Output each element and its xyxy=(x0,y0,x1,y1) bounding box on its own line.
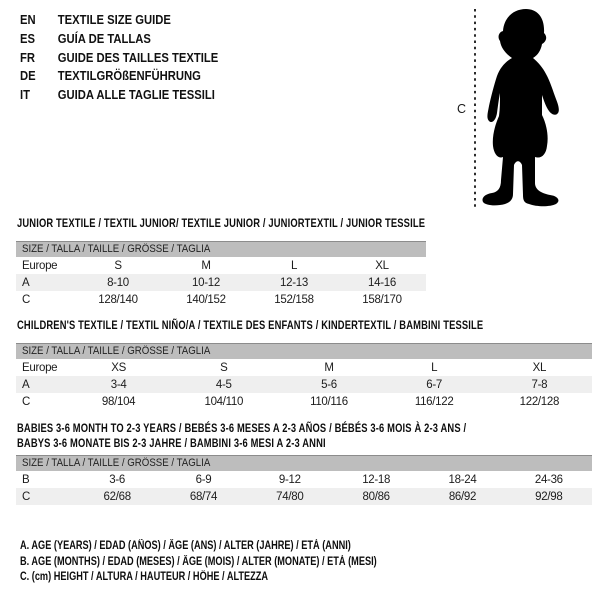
language-code-label: IT xyxy=(20,88,30,103)
row-label-cell: A xyxy=(22,378,30,391)
language-row xyxy=(20,11,218,30)
size-header-label: SIZE / TALLA / TAILLE / GRÖSSE / TAGLIA xyxy=(22,345,211,357)
babies-table-title-line1: BABIES 3-6 MONTH TO 2-3 YEARS / BEBÉS 3-6 MESES A 2-3 AÑOS / BÉBÉS 3-6 MOIS À 2-3 ANS / xyxy=(17,421,467,435)
size-value-cell: 6-9 xyxy=(195,473,212,486)
language-code-label: DE xyxy=(20,69,36,84)
size-value-cell: 116/122 xyxy=(414,395,454,408)
legend-item-a: A. AGE (YEARS) / EDAD (AÑOS) / ÂGE (ANS) / ALTER (JAHRE) / ETÀ (ANNI) xyxy=(20,540,351,552)
size-value-cell: 10-12 xyxy=(192,276,220,289)
size-value-cell: XL xyxy=(532,361,547,374)
size-value-cell: 98/104 xyxy=(101,395,136,408)
size-header-bar xyxy=(16,455,592,471)
size-value-cell: 140/152 xyxy=(186,293,226,306)
junior-table-title: JUNIOR TEXTILE / TEXTIL JUNIOR/ TEXTILE JUNIOR / JUNIORTEXTIL / JUNIOR TESSILE xyxy=(17,216,426,230)
row-label-cell: B xyxy=(22,473,30,486)
language-code-label: EN xyxy=(20,13,36,27)
size-value-cell: 12-13 xyxy=(280,276,308,289)
legend-item-c: C. (cm) HEIGHT / ALTURA / HAUTEUR / HÖHE / ALTEZZA xyxy=(20,571,269,583)
size-header-bar xyxy=(16,241,426,257)
guide-title-text: GUÍA DE TALLAS xyxy=(57,31,151,46)
size-value-cell: 9-12 xyxy=(278,473,301,486)
size-value-cell: 62/68 xyxy=(103,490,131,503)
table-row xyxy=(16,376,592,393)
size-value-cell: 14-16 xyxy=(368,276,396,289)
language-code-label: FR xyxy=(20,50,36,65)
size-value-cell: 74/80 xyxy=(276,490,304,503)
guide-title-text: TEXTILGRÖßENFÜHRUNG xyxy=(57,69,201,84)
row-label-cell: C xyxy=(22,395,31,408)
table-row xyxy=(16,488,592,505)
table-row xyxy=(16,274,426,291)
children-table-title: CHILDREN'S TEXTILE / TEXTIL NIÑO/A / TEXTILE DES ENFANTS / KINDERTEXTIL / BAMBINI TESSILE xyxy=(17,318,484,332)
size-header-bar xyxy=(16,343,592,359)
row-label-cell: C xyxy=(22,293,31,306)
size-value-cell: 86/92 xyxy=(448,490,477,503)
size-value-cell: 80/86 xyxy=(362,490,390,503)
children-size-table xyxy=(16,343,592,410)
size-value-cell: 7-8 xyxy=(531,378,548,391)
size-value-cell: 128/140 xyxy=(98,293,138,306)
size-value-cell: 24-36 xyxy=(534,473,563,486)
table-row xyxy=(16,471,592,488)
size-value-cell: 3-4 xyxy=(110,378,127,391)
row-label-cell: Europe xyxy=(22,361,58,374)
size-header-label: SIZE / TALLA / TAILLE / GRÖSSE / TAGLIA xyxy=(22,243,211,255)
size-value-cell: 68/74 xyxy=(189,490,218,503)
size-header-label: SIZE / TALLA / TAILLE / GRÖSSE / TAGLIA xyxy=(22,457,211,469)
language-header xyxy=(20,11,218,105)
language-row xyxy=(20,67,218,86)
size-value-cell: S xyxy=(220,361,228,374)
size-value-cell: 92/98 xyxy=(535,490,563,503)
table-row xyxy=(16,393,592,410)
size-value-cell: 8-10 xyxy=(107,276,129,289)
legend-item-b: B. AGE (MONTHS) / EDAD (MESES) / ÂGE (MOIS) / ALTER (MONATE) / ETÀ (MESI) xyxy=(20,555,377,568)
babies-size-table-grid xyxy=(16,471,592,505)
size-value-cell: 4-5 xyxy=(215,378,232,391)
junior-size-table-grid xyxy=(16,257,426,308)
height-measure-label: C xyxy=(457,102,467,116)
babies-table-title-line2: BABYS 3-6 MONATE BIS 2-3 JAHRE / BAMBINI 3-6 MESI A 2-3 ANNI xyxy=(17,436,326,450)
row-label-cell: Europe xyxy=(22,259,58,272)
size-value-cell: M xyxy=(324,361,334,374)
size-value-cell: M xyxy=(201,259,211,272)
row-label-cell: A xyxy=(22,276,30,289)
guide-title-text: GUIDA ALLE TAGLIE TESSILI xyxy=(57,88,215,103)
size-figure xyxy=(455,5,585,217)
size-value-cell: 104/110 xyxy=(204,395,244,408)
baby-toddler-silhouette-icon xyxy=(482,9,558,206)
size-value-cell: S xyxy=(114,259,122,272)
language-code-label: ES xyxy=(20,31,36,46)
size-value-cell: 6-7 xyxy=(426,378,443,391)
babies-size-table xyxy=(16,455,592,505)
size-value-cell: 18-24 xyxy=(448,473,477,486)
size-value-cell: L xyxy=(290,259,298,272)
guide-title-text: GUIDE DES TAILLES TEXTILE xyxy=(57,50,219,65)
children-size-table-grid xyxy=(16,359,592,410)
size-value-cell: XL xyxy=(375,259,389,272)
legend xyxy=(20,539,466,586)
language-row xyxy=(20,49,218,68)
size-value-cell: 122/128 xyxy=(519,395,560,408)
size-value-cell: 5-6 xyxy=(321,378,337,391)
guide-title-text: TEXTILE SIZE GUIDE xyxy=(57,13,171,27)
row-label-cell: C xyxy=(22,490,31,503)
size-value-cell: L xyxy=(431,361,438,374)
size-value-cell: 12-18 xyxy=(362,473,391,486)
language-row xyxy=(20,30,218,49)
table-row xyxy=(16,291,426,308)
junior-size-table xyxy=(16,241,426,308)
size-value-cell: XS xyxy=(111,361,126,374)
language-row xyxy=(20,86,218,105)
table-row xyxy=(16,257,426,274)
table-row xyxy=(16,359,592,376)
size-value-cell: 158/170 xyxy=(362,293,402,306)
size-value-cell: 3-6 xyxy=(109,473,126,486)
size-value-cell: 110/116 xyxy=(310,395,348,408)
size-value-cell: 152/158 xyxy=(274,293,314,306)
